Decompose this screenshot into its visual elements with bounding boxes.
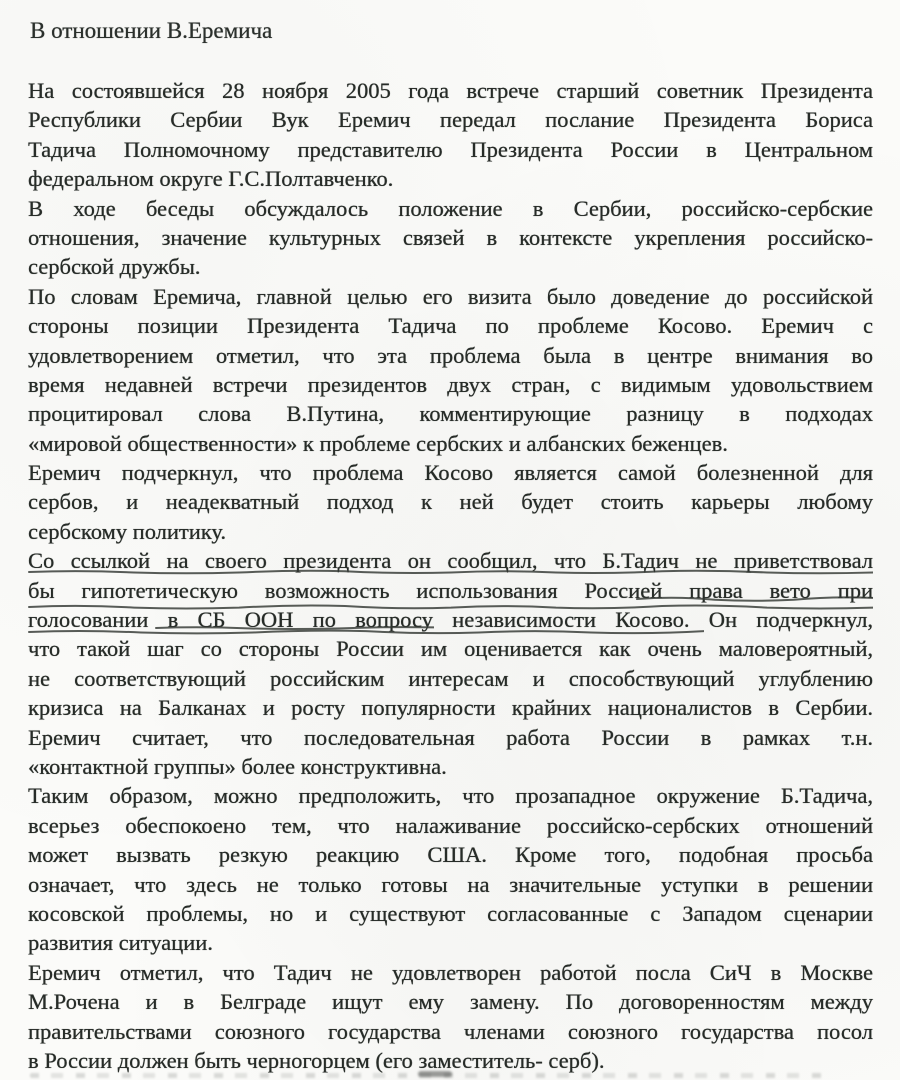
text-line: Тадича Полномочному представителю Президента России в Центральном: [28, 136, 873, 162]
text-line: Республики Сербии Вук Еремич передал послание Президента Бориса: [28, 107, 873, 133]
paragraph: [28, 546, 873, 781]
paragraph: [28, 958, 873, 1076]
text-line: развития ситуации.: [28, 930, 213, 956]
paragraph: [28, 458, 873, 546]
paragraph: [28, 194, 873, 282]
paragraph: [28, 76, 873, 194]
text-line: процитировал слова В.Путина, комментирующие разницу в подходах: [28, 401, 873, 427]
text-line: в России должен быть черногорцем (его заместитель- серб).: [28, 1047, 605, 1073]
text-line: означает, что здесь не только готовы на значительные уступки в решении: [28, 871, 873, 897]
cutoff-text-remnant-blob: [418, 1071, 452, 1077]
text-line: сербской дружбы.: [28, 254, 201, 280]
text-line: Еремич подчеркнул, что проблема Косово является самой болезненной для: [28, 460, 873, 486]
text-line: время недавней встречи президентов двух стран, с видимым удовольствием: [28, 371, 873, 397]
text-line: может вызвать резкую реакцию США. Кроме того, подобная просьба: [28, 842, 873, 868]
text-line: Еремич отметил, что Тадич не удовлетворен работой посла СиЧ в Москве: [28, 959, 873, 985]
text-line: федеральном округе Г.С.Полтавченко.: [28, 166, 394, 192]
text-line: всерьез обеспокоено тем, что налаживание российско-сербских отношений: [28, 812, 873, 838]
paragraph: [28, 282, 873, 458]
text-line: стороны позиции Президента Тадича по проблеме Косово. Еремич с: [28, 313, 873, 339]
text-line: отношения, значение культурных связей в контексте укрепления российско-: [28, 224, 873, 250]
text-line: Со ссылкой на своего президента он сообщил, что Б.Тадич не приветствовал: [28, 546, 873, 575]
text-line: сербскому политику.: [28, 518, 227, 544]
text-line: сербов, и неадекватный подход к ней будет стоить карьеры любому: [28, 489, 873, 515]
text-line: «мировой общественности» к проблеме сербских и албанских беженцев.: [28, 430, 728, 456]
document-title: В отношении В.Еремича: [30, 18, 273, 43]
text-line: удовлетворением отметил, что эта проблема была в центре внимания во: [28, 342, 873, 368]
text-line: косовской проблемы, но и существуют согласованные с Западом сценарии: [28, 900, 873, 926]
text-line: бы гипотетическую возможность использования Россией права вето при: [28, 576, 873, 605]
paragraph: [28, 781, 873, 957]
text-line: «контактной группы» более конструктивна.: [28, 753, 447, 779]
text-line: На состоявшейся 28 ноября 2005 года встрече старший советник Президента: [28, 78, 873, 103]
text-line: голосовании в СБ ООН по вопросу независимости Косово. Он подчеркнул,: [28, 605, 873, 634]
text-line: В ходе беседы обсуждалось положение в Сербии, российско-сербские: [28, 195, 873, 221]
text-line: Еремич считает, что последовательная работа России в рамках т.н.: [28, 724, 873, 750]
text-line: что такой шаг со стороны России им оценивается как очень маловероятный,: [28, 636, 873, 662]
text-line: кризиса на Балканах и росту популярности крайних националистов в Сербии.: [28, 695, 873, 721]
text-line: По словам Еремича, главной целью его визита было доведение до российской: [28, 283, 873, 309]
document-body: [28, 76, 873, 1075]
text-line: М.Рочена и в Белграде ищут ему замену. По договоренностям между: [28, 989, 873, 1015]
text-line: правительствами союзного государства членами союзного государства посол: [28, 1018, 873, 1044]
text-line: не соответствующий российским интересам и способствующий углублению: [28, 665, 873, 691]
text-line: Таким образом, можно предположить, что прозападное окружение Б.Тадича,: [28, 783, 873, 809]
